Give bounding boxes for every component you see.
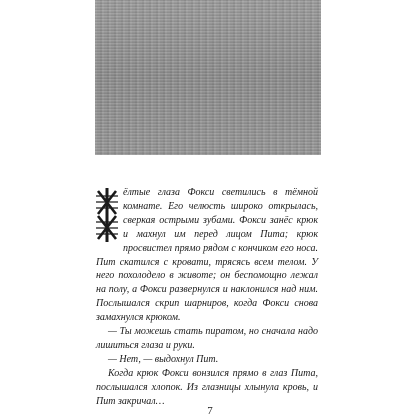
paragraph-2: — Ты можешь стать пиратом, но сначала надо лишиться глаза и руки. [96, 326, 318, 351]
dropcap-letter [96, 188, 118, 242]
paragraph-4: Когда крюк Фокси вонзился прямо в глаз Пита, послышался хлопок. Из глазницы хлынула кровь, и Пит закричал… [96, 367, 318, 407]
story-text [96, 186, 318, 409]
grey-illustration [95, 0, 321, 155]
paragraph-3: — Нет, — выдохнул Пит. [108, 353, 219, 365]
page-number: 7 [207, 405, 213, 417]
paragraph-1: ёлтые глаза Фокси светились в тёмной комнате. Его челюсть широко открылась, сверкая острыми зубами. Фокси занёс крюк и махнул им перед лицом Пита; крюк просвистел прямо рядом с кончиком его носа. Пит скатился с кровати, трясясь всем телом. У него похолодело в животе; он беспомощно лежал на полу, а Фокси развернулся и наклонился над ним. Послышался скрип шарниров, когда Фокси снова замахнулся крюком. [96, 187, 318, 324]
